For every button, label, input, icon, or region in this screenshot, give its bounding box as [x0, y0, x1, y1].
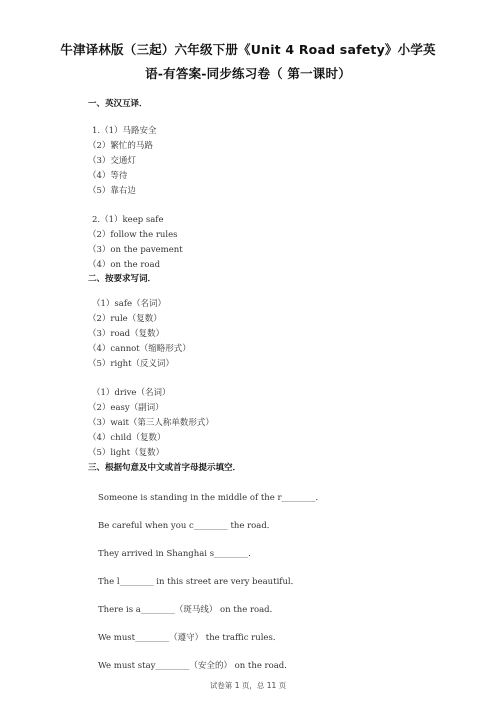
fill-in-sentence: There is a________（斑马线） on the road．: [98, 605, 279, 615]
section-1-item: （4）等待: [88, 171, 128, 181]
fill-in-sentence: They arrived in Shanghai s________．: [98, 549, 257, 559]
fill-in-sentence: The l________ in this street are very beautiful．: [98, 577, 300, 587]
section-2-item: （3）wait（第三人称单数形式）: [88, 418, 214, 428]
section-2-item: （2）rule（复数）: [88, 314, 162, 324]
document-title-line-2: 语-有答案-同步练习卷（ 第一课时）: [145, 66, 351, 81]
section-2-item: （4）cannot（缩略形式）: [88, 344, 191, 354]
section-1-item: 2.（1）keep safe: [92, 215, 164, 225]
section-2-item: （5）light（复数）: [88, 448, 165, 458]
section-1-item: （4）on the road: [88, 260, 161, 270]
section-1-item: （2）follow the rules: [88, 230, 178, 240]
section-1-item: （3）on the pavement: [88, 245, 183, 255]
fill-in-sentence: Be careful when you c________ the road．: [98, 521, 276, 531]
fill-in-sentence: We must________（遵守） the traffic rules．: [98, 633, 282, 643]
section-2-item: （5）right（反义词）: [88, 359, 175, 369]
fill-in-sentence: We must stay________（安全的） on the road．: [98, 661, 293, 671]
page-footer: 试卷第 1 页，总 11 页: [209, 681, 287, 690]
fill-in-sentence: Someone is standing in the middle of the r________．: [98, 493, 325, 503]
section-1-item: （5）靠右边: [88, 186, 136, 196]
section-2-item: （3）road（复数）: [88, 329, 165, 339]
section-1-heading: 一、英汉互译．: [88, 99, 148, 109]
section-2-item: （4）child（复数）: [88, 433, 166, 443]
section-3-heading: 三、根据句意及中文或首字母提示填空．: [88, 463, 242, 473]
section-2-item: （2）easy（副词）: [88, 403, 164, 413]
section-1-item: 1.（1）马路安全: [92, 126, 157, 136]
section-1-item: （2）繁忙的马路: [88, 141, 153, 151]
section-2-heading: 二、按要求写词．: [88, 274, 157, 284]
section-2-item: （1）safe（名词）: [92, 299, 167, 309]
section-2-item: （1）drive（名词）: [92, 388, 171, 398]
document-title-line-1: 牛津译林版（三起）六年级下册《Unit 4 Road safety》小学英: [60, 42, 436, 57]
section-1-item: （3）交通灯: [88, 156, 136, 166]
